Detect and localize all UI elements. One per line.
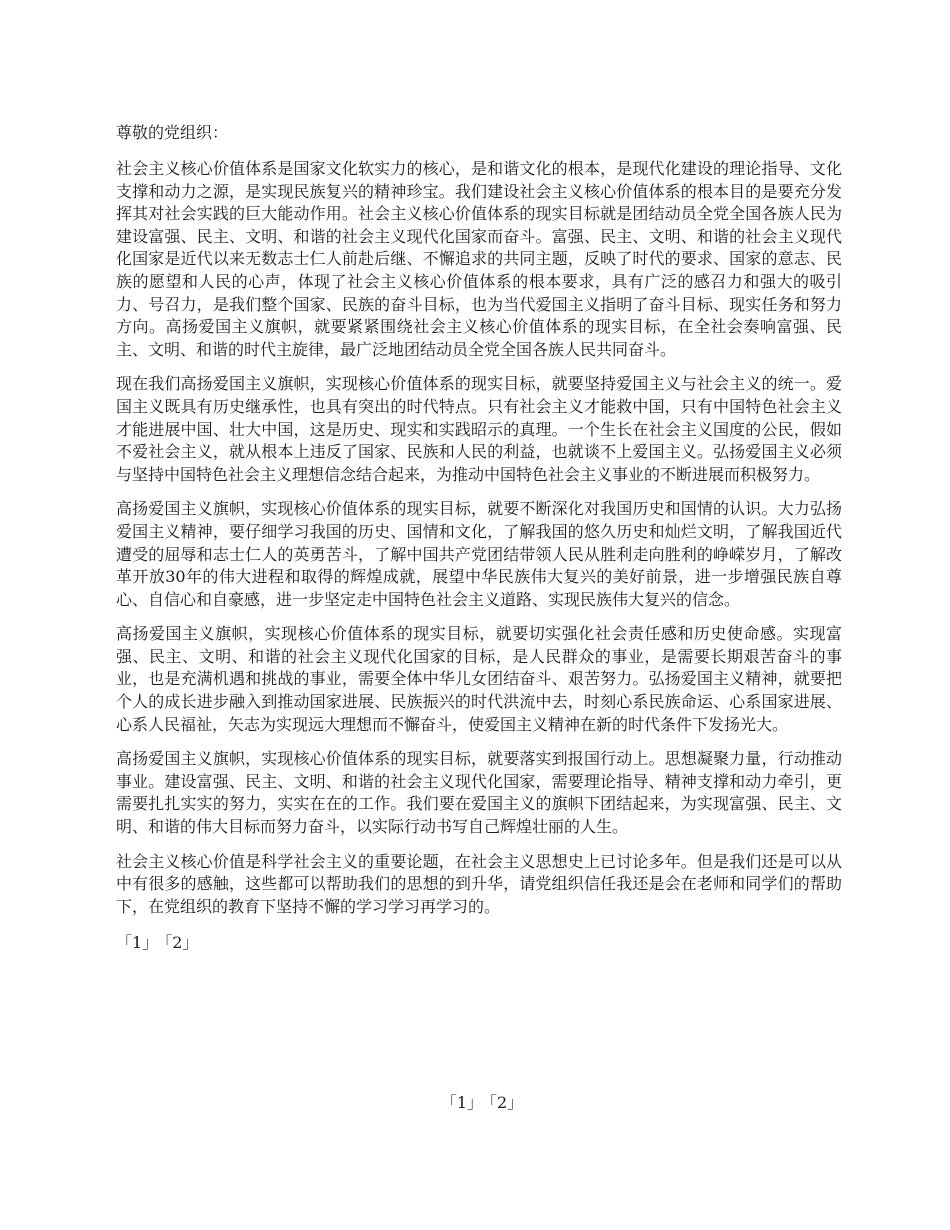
paragraph-4: 高扬爱国主义旗帜，实现核心价值体系的现实目标，就要切实强化社会责任感和历史使命感。实现富强、民主、文明、和谐的社会主义现代化国家的目标，是人民群众的事业，是需要长期艰苦奋斗的事业，也是充满机遇和挑战的事业，需要全体中华儿女团结奋斗、艰苦努力。弘扬爱国主义精神，就要把个人的成长进步融入到推动国家进展、民族振兴的时代洪流中去，时刻心系民族命运、心系国家进展、心系人民福祉，矢志为实现远大理想而不懈奋斗，使爱国主义精神在新的时代条件下发扬光大。 xyxy=(116,624,842,734)
footer-pagination xyxy=(0,1090,950,1116)
footer-page-2-link[interactable]: 「2」 xyxy=(489,1093,524,1112)
inline-pagination xyxy=(116,930,842,956)
inline-page-1-link[interactable]: 「1」 xyxy=(116,933,159,953)
paragraph-6: 社会主义核心价值是科学社会主义的重要论题，在社会主义思想史上已讨论多年。但是我们还是可以从中有很多的感触，这些都可以帮助我们的思想的到升华，请党组织信任我还是会在老师和同学们的帮助下，在党组织的教育下坚持不懈的学习学习再学习的。 xyxy=(116,851,842,916)
footer-page-1-link[interactable]: 「1」 xyxy=(440,1093,483,1112)
salutation: 尊敬的党组织： xyxy=(116,123,229,142)
letter-body xyxy=(116,120,842,956)
paragraph-1: 社会主义核心价值体系是国家文化软实力的核心，是和谐文化的根本，是现代化建设的理论指导、文化支撑和动力之源，是实现民族复兴的精神珍宝。我们建设社会主义核心价值体系的根本目的是要充分发挥其对社会实践的巨大能动作用。社会主义核心价值体系的现实目标就是团结动员全党全国各族人民为建设富强、民主、文明、和谐的社会主义现代化国家而奋斗。富强、民主、文明、和谐的社会主义现代化国家是近代以来无数志士仁人前赴后继、不懈追求的共同主题，反映了时代的要求、国家的意志、民族的愿望和人民的心声，体现了社会主义核心价值体系的根本要求，具有广泛的感召力和强大的吸引力、号召力，是我们整个国家、民族的奋斗目标，也为当代爱国主义指明了奋斗目标、现实任务和努力方向。高扬爱国主义旗帜，就要紧紧围绕社会主义核心价值体系的现实目标，在全社会奏响富强、民主、文明、和谐的时代主旋律，最广泛地团结动员全党全国各族人民共同奋斗。 xyxy=(116,159,842,359)
paragraph-3: 高扬爱国主义旗帜，实现核心价值体系的现实目标，就要不断深化对我国历史和国情的认识。大力弘扬爱国主义精神，要仔细学习我国的历史、国情和文化，了解我国的悠久历史和灿烂文明，了解我国近代遭受的屈辱和志士仁人的英勇苦斗，了解中国共产党团结带领人民从胜利走向胜利的峥嵘岁月，了解改革开放30年的伟大进程和取得的辉煌成就，展望中华民族伟大复兴的美好前景，进一步增强民族自尊心、自信心和自豪感，进一步坚定走中国特色社会主义道路、实现民族伟大复兴的信念。 xyxy=(116,499,842,609)
inline-page-2-link[interactable]: 「2」 xyxy=(164,933,199,953)
paragraph-5: 高扬爱国主义旗帜，实现核心价值体系的现实目标，就要落实到报国行动上。思想凝聚力量，行动推动事业。建设富强、民主、文明、和谐的社会主义现代化国家，需要理论指导、精神支撑和动力牵引，更需要扎扎实实的努力，实实在在的工作。我们要在爱国主义的旗帜下团结起来，为实现富强、民主、文明、和谐的伟大目标而努力奋斗，以实际行动书写自己辉煌壮丽的人生。 xyxy=(116,749,842,837)
paragraph-2: 现在我们高扬爱国主义旗帜，实现核心价值体系的现实目标，就要坚持爱国主义与社会主义的统一。爱国主义既具有历史继承性，也具有突出的时代特点。只有社会主义才能救中国，只有中国特色社会主义才能进展中国、壮大中国，这是历史、现实和实践昭示的真理。一个生长在社会主义国度的公民，假如不爱社会主义，就从根本上违反了国家、民族和人民的利益，也就谈不上爱国主义。弘扬爱国主义必须与坚持中国特色社会主义理想信念结合起来，为推动中国特色社会主义事业的不断进展而积极努力。 xyxy=(116,374,842,484)
